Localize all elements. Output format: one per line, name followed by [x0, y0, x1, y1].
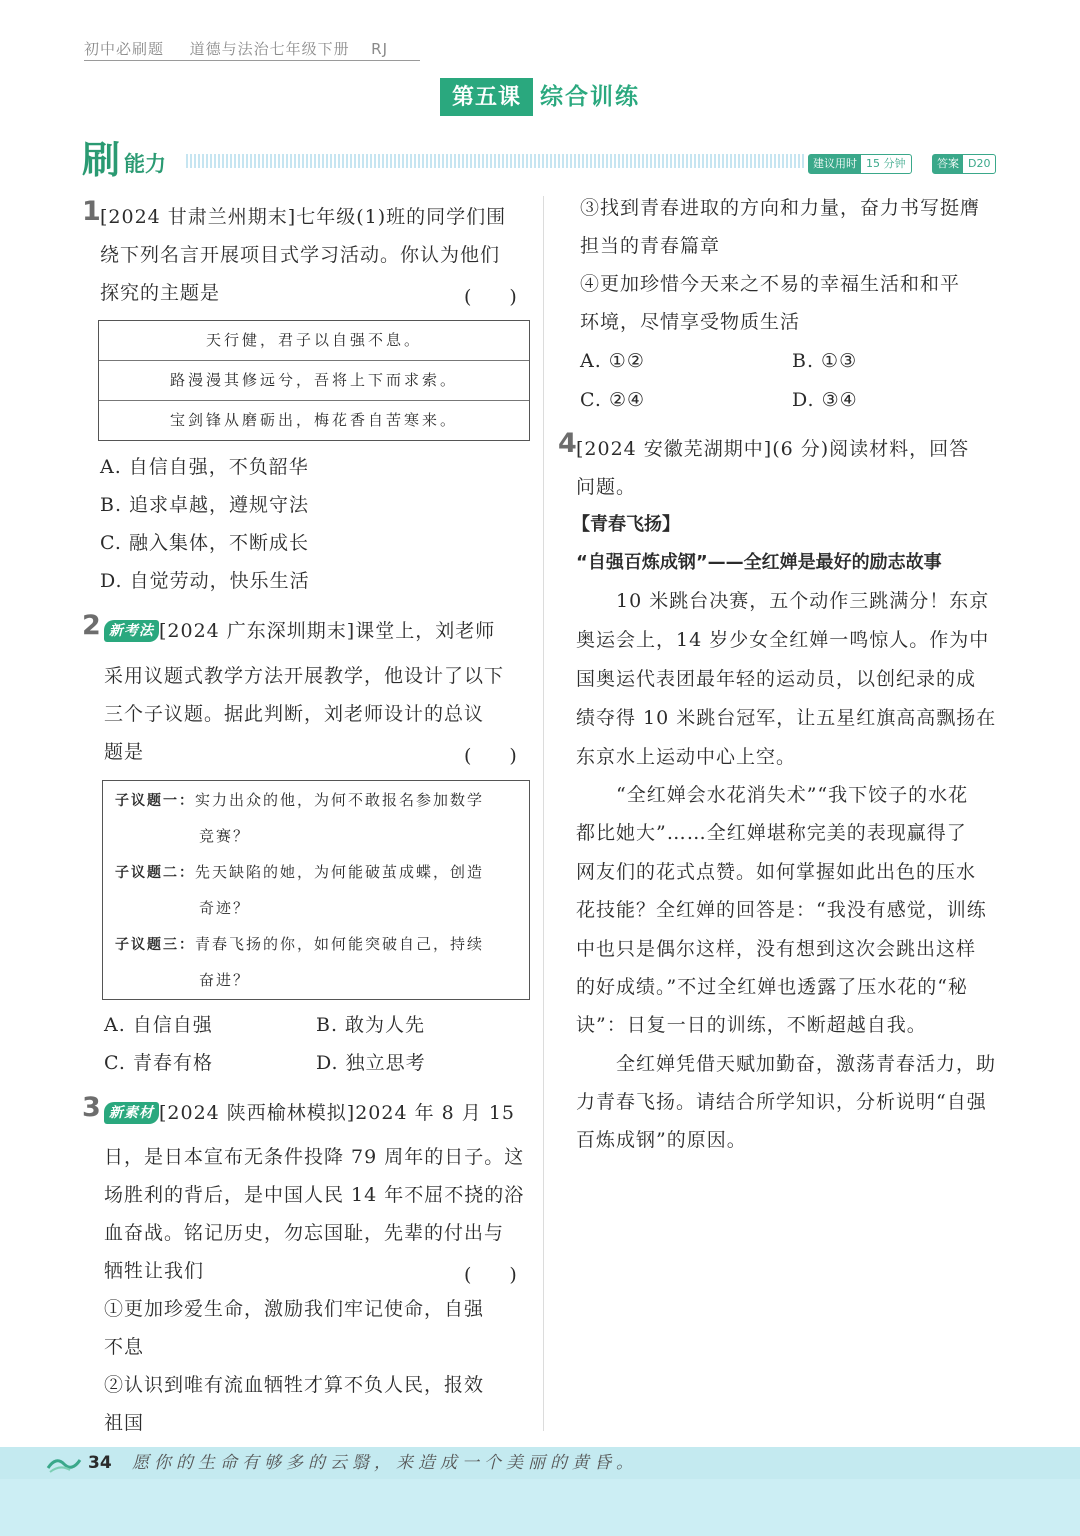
q4-stem-line: 问题。: [576, 476, 637, 498]
answer-page: D20: [968, 157, 991, 170]
q4-stem-line: [2024 安徽芜湖期中](6 分)阅读材料，回答: [576, 438, 970, 460]
q2-stem-line: 三个子议题。据此判断，刘老师设计的总议: [104, 703, 485, 725]
q3-item: ②认识到唯有流血牺牲才算不负人民，报效: [104, 1374, 485, 1396]
subtopic-label: 子议题一：: [115, 793, 195, 809]
passage-line: 绩夺得 10 米跳台冠军，让五星红旗高高飘扬在: [576, 707, 997, 729]
passage-headline: “自强百炼成钢”——全红婵是最好的励志故事: [576, 552, 942, 573]
option-c: C. 青春有格: [104, 1052, 213, 1074]
q3-stem-line: [104, 1094, 515, 1132]
subtopic-line: [115, 789, 484, 810]
q3-stem-line: 场胜利的背后，是中国人民 14 年不屈不挠的浴: [104, 1184, 525, 1206]
option-d: D. 自觉劳动，快乐生活: [100, 570, 310, 592]
option-b: B. 追求卓越，遵规守法: [100, 494, 310, 516]
subtopic-cont: 奋进？: [199, 971, 251, 989]
time-value: 15 分钟: [866, 157, 906, 170]
subtopic-text: 先天缺陷的她，为何能破茧成蝶，创造: [195, 863, 485, 881]
subtopic-label: 子议题二：: [115, 865, 195, 881]
q3-item: 担当的青春篇章: [580, 235, 721, 257]
q3-item: ①更加珍爱生命，激励我们牢记使命，自强: [104, 1298, 485, 1320]
quote-row: 宝剑锋从磨砺出，梅花香自苦寒来。: [169, 411, 458, 429]
q2-stem-line: 题是: [104, 741, 145, 763]
option-c: C. ②④: [580, 389, 646, 411]
subtopic-line: [115, 861, 484, 882]
subtopic-cont: 奇迹？: [199, 899, 251, 917]
ability-label: 能力: [124, 151, 166, 176]
passage-line: 奥运会上，14 岁少女全红婵一鸣惊人。作为中: [576, 629, 990, 651]
q2-stem-line: 采用议题式教学方法开展教学，他设计了以下: [104, 665, 505, 687]
question-number: 1: [82, 196, 101, 227]
q2-stem-text: [2024 广东深圳期末]课堂上，刘老师: [159, 620, 496, 642]
q3-item: ④更加珍惜今天来之不易的幸福生活和和平: [580, 273, 961, 295]
answer-paren: ( ): [464, 1264, 517, 1286]
q4-question-line: 全红婵凭借天赋加勤奋，激荡青春活力，助: [576, 1053, 997, 1075]
passage-line: 都比她大”……全红婵堪称完美的表现赢得了: [576, 822, 967, 844]
subtopic-text: 青春飞扬的你，如何能突破自己，持续: [195, 935, 485, 953]
option-a: A. 自信自强: [104, 1014, 213, 1036]
passage-line: 花技能？全红婵的回答是：“我没有感觉，训练: [576, 899, 987, 921]
time-label: 建议用时: [809, 155, 861, 173]
option-a: A. ①②: [580, 350, 645, 372]
quote-row: 天行健，君子以自强不息。: [99, 321, 529, 361]
q4-question-line: 百炼成钢”的原因。: [576, 1129, 747, 1151]
subtopic-box: [102, 780, 530, 1000]
q1-stem-line: 探究的主题是: [100, 282, 221, 304]
q3-item: ③找到青春进取的方向和力量，奋力书写挺膺: [580, 197, 981, 219]
q3-stem-line: 血奋战。铭记历史，勿忘国耻，先辈的付出与: [104, 1222, 505, 1244]
shua-logo: 刷: [82, 137, 121, 182]
quote-row: 路漫漫其修远兮，吾将上下而求索。: [99, 361, 529, 401]
option-b: B. 敢为人先: [316, 1014, 426, 1036]
page-number: 34: [88, 1453, 112, 1473]
passage-line: 国奥运代表团最年轻的运动员，以创纪录的成: [576, 668, 977, 690]
q3-stem-text: [2024 陕西榆林模拟]2024 年 8 月 15: [159, 1102, 515, 1124]
wave-icon: [46, 1452, 82, 1474]
q3-item: 环境，尽情享受物质生活: [580, 311, 801, 333]
q4-question-line: 力青春飞扬。请结合所学知识，分析说明“自强: [576, 1091, 987, 1113]
q3-stem-line: 日，是日本宣布无条件投降 79 周年的日子。这: [104, 1146, 525, 1168]
subtopic-text: 实力出众的他，为何不敢报名参加数学: [195, 791, 485, 809]
decorative-stripe: [186, 154, 806, 168]
passage-line: 中也只是偶尔这样，没有想到这次会跳出这样: [576, 938, 977, 960]
answer-label: 答案: [933, 155, 963, 173]
option-a: A. 自信自强，不负韶华: [100, 456, 309, 478]
option-c: C. 融入集体，不断成长: [100, 532, 309, 554]
q3-stem-line: 牺牲让我们: [104, 1260, 205, 1282]
subtopic-line: [115, 933, 484, 954]
q2-stem-line: [104, 612, 495, 650]
passage-line: “全红婵会水花消失术”“我下饺子的水花: [576, 784, 969, 806]
question-number: 3: [82, 1092, 101, 1123]
option-d: D. 独立思考: [316, 1052, 426, 1074]
section-label: 【青春飞扬】: [572, 514, 680, 535]
subtopic-label: 子议题三：: [115, 937, 195, 953]
quote-table: [98, 320, 530, 441]
running-header: [84, 38, 388, 59]
book-name: 初中必刷题: [84, 40, 165, 58]
q1-stem-line: [2024 甘肃兰州期末]七年级(1)班的同学们围: [100, 206, 507, 228]
subtopic-cont: 竞赛？: [199, 827, 251, 845]
header-rule: [84, 60, 420, 61]
q3-item: 不息: [104, 1336, 145, 1358]
answer-page-badge: [932, 154, 996, 174]
column-divider: [543, 196, 544, 1431]
passage-line: 东京水上运动中心上空。: [576, 746, 797, 768]
lesson-badge: 第五课: [440, 78, 533, 116]
suggested-time-badge: [808, 154, 912, 174]
subject-name: 道德与法治七年级下册: [189, 40, 350, 58]
option-d: D. ③④: [792, 389, 858, 411]
passage-line: 网友们的花式点赞。如何掌握如此出色的压水: [576, 861, 977, 883]
passage-line: 10 米跳台决赛，五个动作三跳满分！东京: [576, 590, 990, 612]
passage-line: 的好成绩。”不过全红婵也透露了压水花的“秘: [576, 976, 968, 998]
footer-motto: 愿你的生命有够多的云翳，来造成一个美丽的黄昏。: [132, 1453, 638, 1473]
edition: RJ: [371, 40, 389, 58]
lesson-title: 综合训练: [540, 83, 640, 110]
question-number: 2: [82, 610, 101, 641]
question-number: 4: [558, 428, 577, 459]
option-b: B. ①③: [792, 350, 858, 372]
q3-item: 祖国: [104, 1412, 145, 1434]
q1-stem-line: 绕下列名言开展项目式学习活动。你认为他们: [100, 244, 501, 266]
passage-line: 诀”：日复一日的训练，不断超越自我。: [576, 1014, 927, 1036]
answer-paren: ( ): [464, 745, 517, 767]
answer-paren: ( ): [464, 286, 517, 308]
new-material-tag: 新素材: [104, 1102, 159, 1124]
new-method-tag: 新考法: [104, 620, 159, 642]
